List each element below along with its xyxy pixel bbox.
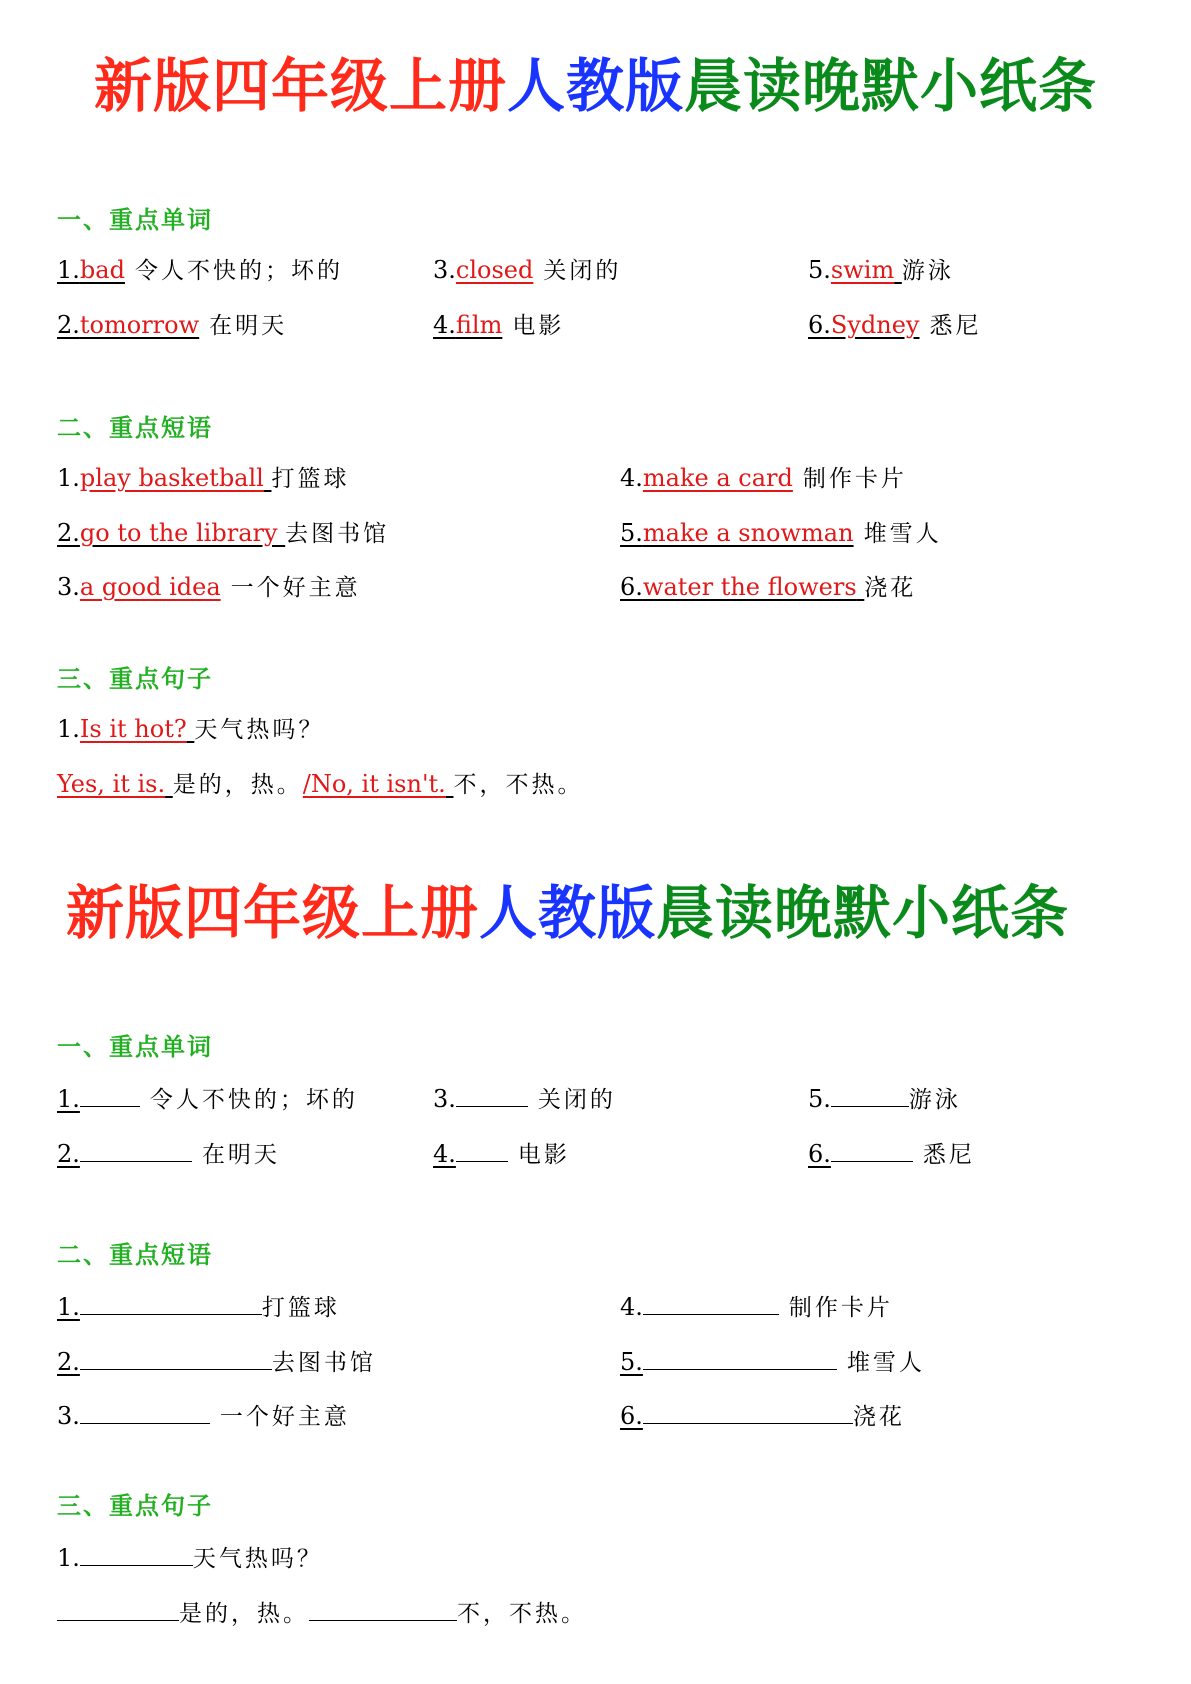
- page-title-2: [0, 879, 1163, 947]
- title-part-1: 新版四年级上册: [65, 879, 479, 947]
- phrase-item-3: 3.a good idea 一个好主意: [57, 573, 361, 601]
- title-part-2: 人教版: [478, 879, 656, 947]
- sentence-answer: Yes, it is. 是的，热。/No, it isn't. 不，不热。: [57, 770, 584, 798]
- phrase-blank-5[interactable]: 5. 堆雪人: [620, 1345, 925, 1378]
- word-item-3: 3.closed 关闭的: [433, 256, 622, 284]
- heading-sentences: 三、重点句子: [57, 664, 213, 693]
- phrase-item-1: 1.play basketball 打篮球: [57, 464, 350, 492]
- sentence-blank-answer[interactable]: 是的，热。 不，不热。: [57, 1596, 587, 1629]
- heading-phrases-2: 二、重点短语: [57, 1240, 213, 1269]
- heading-words: 一、重点单词: [57, 205, 213, 234]
- word-item-2: 2.tomorrow 在明天: [57, 311, 288, 339]
- phrase-item-4: 4.make a card 制作卡片: [620, 464, 907, 492]
- title-part-3: 晨读晚默小纸条: [684, 52, 1098, 120]
- heading-sentences-2: 三、重点句子: [57, 1491, 213, 1520]
- title-part-3: 晨读晚默小纸条: [656, 879, 1070, 947]
- heading-words-2: 一、重点单词: [57, 1032, 213, 1061]
- phrase-blank-2[interactable]: 2. 去图书馆: [57, 1345, 376, 1378]
- phrase-item-2: 2.go to the library 去图书馆: [57, 519, 390, 547]
- word-item-4: 4.film 电影: [433, 311, 565, 339]
- phrase-item-5: 5.make a snowman 堆雪人: [620, 519, 942, 547]
- word-blank-6[interactable]: 6. 悉尼: [808, 1137, 975, 1170]
- heading-phrases: 二、重点短语: [57, 413, 213, 442]
- word-item-5: 5.swim 游泳: [808, 256, 954, 284]
- sentence-question: 1.Is it hot? 天气热吗？: [57, 715, 325, 743]
- phrase-blank-4[interactable]: 4. 制作卡片: [620, 1290, 893, 1323]
- title-part-1: 新版四年级上册: [93, 52, 507, 120]
- word-blank-2[interactable]: 2. 在明天: [57, 1137, 280, 1170]
- word-blank-1[interactable]: 1. 令人不快的；坏的: [57, 1082, 358, 1115]
- title-part-2: 人教版: [506, 52, 684, 120]
- phrase-blank-1[interactable]: 1. 打篮球: [57, 1290, 340, 1323]
- word-blank-4[interactable]: 4. 电影: [433, 1137, 570, 1170]
- word-blank-5[interactable]: 5. 游泳: [808, 1082, 961, 1115]
- phrase-blank-6[interactable]: 6. 浇花: [620, 1399, 905, 1432]
- sentence-blank-question[interactable]: 1. 天气热吗？: [57, 1541, 323, 1574]
- word-blank-3[interactable]: 3. 关闭的: [433, 1082, 616, 1115]
- word-item-6: 6.Sydney 悉尼: [808, 311, 982, 339]
- page-title: [0, 52, 1191, 120]
- phrase-item-6: 6.water the flowers 浇花: [620, 573, 917, 601]
- phrase-blank-3[interactable]: 3. 一个好主意: [57, 1399, 350, 1432]
- word-item-1: 1.bad 令人不快的；坏的: [57, 256, 343, 284]
